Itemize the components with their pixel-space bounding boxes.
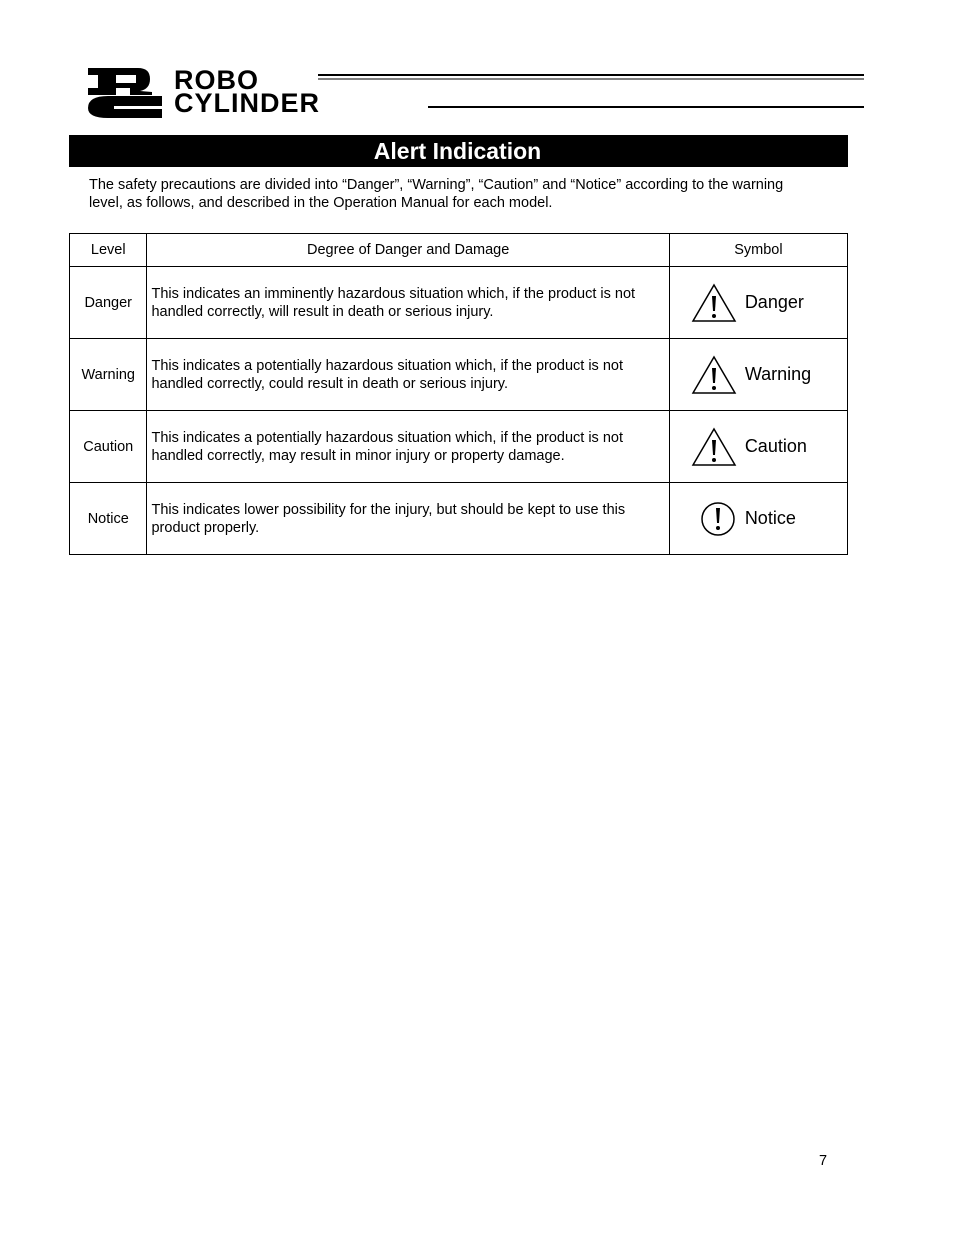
header-level: Level bbox=[70, 234, 147, 267]
level-cell: Notice bbox=[70, 483, 147, 555]
table-row bbox=[70, 267, 848, 339]
warning-triangle-icon bbox=[691, 355, 737, 395]
section-title: Alert Indication bbox=[70, 136, 847, 166]
robo-cylinder-logo bbox=[86, 64, 866, 122]
symbol-cell bbox=[669, 339, 847, 411]
alert-levels-table bbox=[69, 233, 848, 555]
logo-text-cylinder: CYLINDER bbox=[174, 88, 321, 118]
symbol-cell bbox=[669, 267, 847, 339]
symbol-label: Notice bbox=[744, 508, 796, 528]
level-cell: Caution bbox=[70, 411, 147, 483]
header-symbol: Symbol bbox=[669, 234, 847, 267]
symbol-label: Danger bbox=[744, 292, 804, 312]
header-degree: Degree of Danger and Damage bbox=[147, 234, 669, 267]
symbol-cell bbox=[669, 411, 847, 483]
table-header-row bbox=[70, 234, 848, 267]
table-row bbox=[70, 483, 848, 555]
table-row bbox=[70, 411, 848, 483]
level-cell: Danger bbox=[70, 267, 147, 339]
symbol-label: Caution bbox=[744, 436, 807, 456]
warning-triangle-icon bbox=[691, 427, 737, 467]
rc-logo-icon bbox=[86, 64, 866, 122]
symbol-cell bbox=[669, 483, 847, 555]
description-cell: This indicates lower possibility for the injury, but should be kept to use this product properly. bbox=[147, 483, 669, 555]
symbol-label: Warning bbox=[744, 364, 812, 384]
warning-triangle-icon bbox=[691, 283, 737, 323]
description-cell: This indicates a potentially hazardous situation which, if the product is not handled correctly, could result in death or serious injury. bbox=[147, 339, 669, 411]
table-row bbox=[70, 339, 848, 411]
exclamation-circle-icon bbox=[691, 499, 737, 539]
page-number: 7 bbox=[819, 1153, 828, 1169]
description-cell: This indicates an imminently hazardous situation which, if the product is not handled correctly, will result in death or serious injury. bbox=[147, 267, 669, 339]
intro-paragraph: The safety precautions are divided into “Danger”, “Warning”, “Caution” and “Notice” according to the warning level, as follows, and described in the Operation Manual for each model. bbox=[89, 177, 784, 211]
description-cell: This indicates a potentially hazardous situation which, if the product is not handled correctly, may result in minor injury or property damage. bbox=[147, 411, 669, 483]
level-cell: Warning bbox=[70, 339, 147, 411]
logo-text-robo: ROBO bbox=[174, 65, 259, 95]
